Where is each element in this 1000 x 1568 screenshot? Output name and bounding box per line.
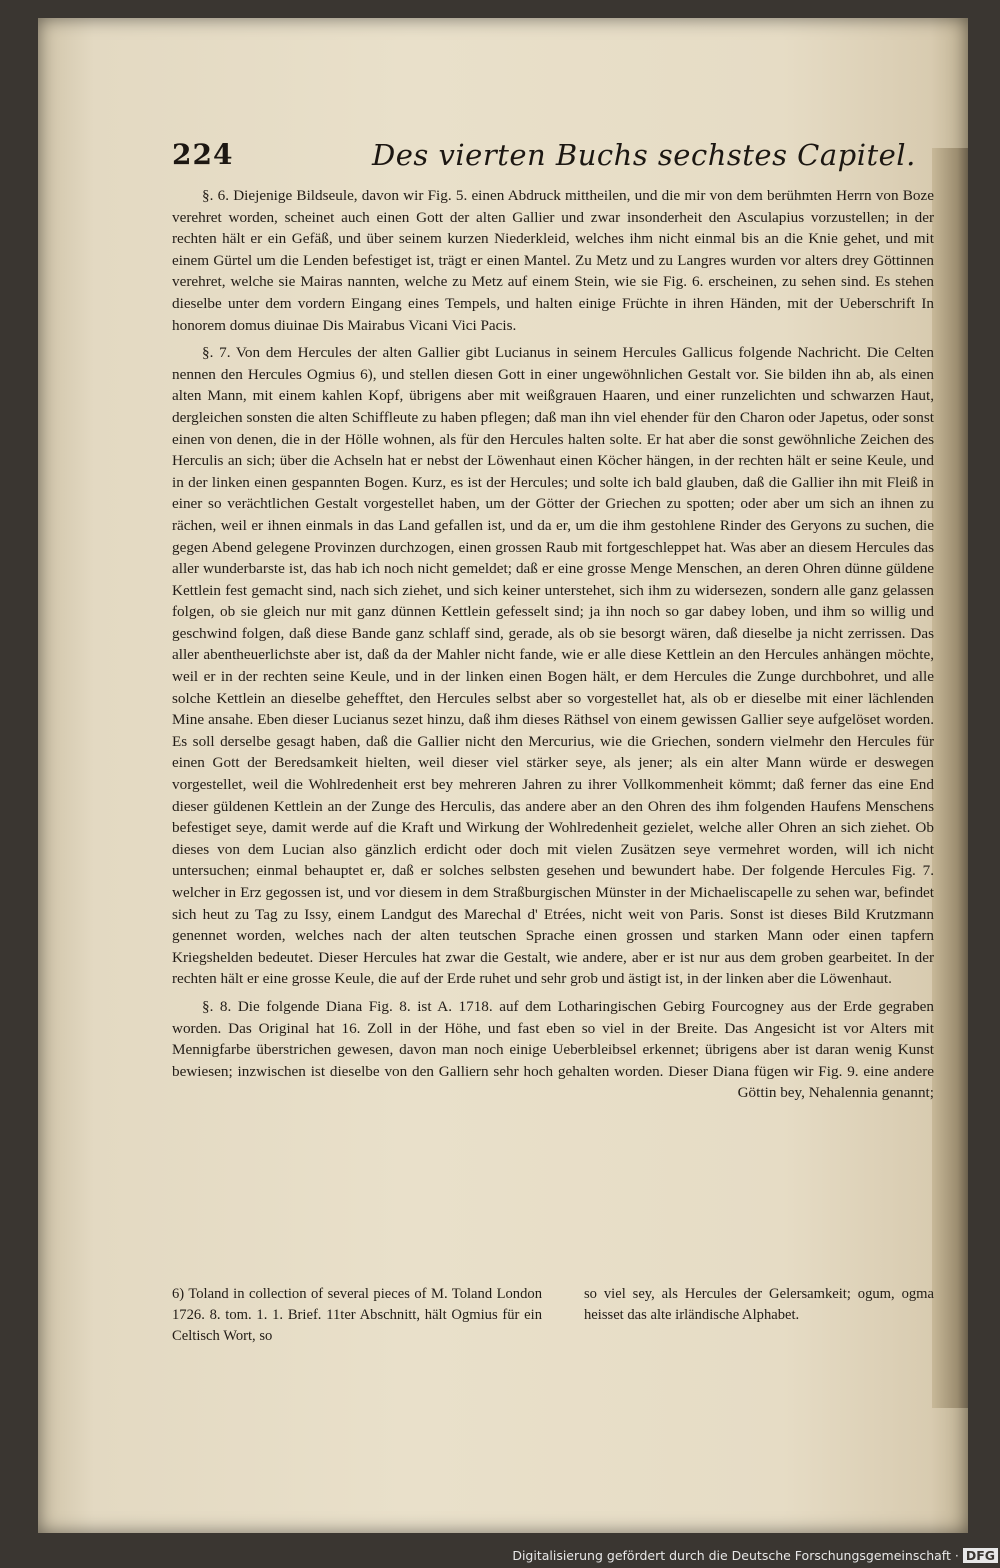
digitization-credit [480, 1548, 998, 1566]
paragraph-section-8: §. 8. Die folgende Diana Fig. 8. ist A. 1718. auf dem Lotharingischen Gebirg Fourcogney aus der Erde gegraben worden. Das Original hat 16. Zoll in der Höhe, und fast eben so viel in der Breite. Das Angesicht ist vor Alters mit Mennigfarbe überstrichen gewesen, davon man noch einige Ueberbleibsel erkennet; übrigens aber ist daran wenig Kunst bewiesen; inzwischen ist dieselbe von den Galliern sehr hoch gehalten worden. Dieser Diana fügen wir Fig. 9. eine andere Göttin bey, Nehalennia genannt; [172, 997, 934, 1102]
paragraph-section-6: §. 6. Diejenige Bildseule, davon wir Fig. 5. einen Abdruck mittheilen, und die mir von dem berühmten Herrn von Boze verehret worden, scheinet auch einen Gott der alten Gallier und zwar insonderheit den Asculapius vorzustellen; in der rechten hält er ein Gefäß, und über seinem kurzen Niederkleid, welches ihm nicht einmal bis an die Knie gehet, und mit einem Gürtel um die Lenden befestiget ist, trägt er einen Mantel. Zu Metz und zu Langres wurden vor alters drey Göttinnen verehret, welche sie Mairas nannten, welche zu Metz auf einem Stein, wie sie Fig. 6. erscheinen, zu sehen sind. Es stehen dieselbe unter dem vordern Eingang eines Tempels, und halten einige Früchte in ihren Händen, mit der Ueberschrift In honorem domus diuinae Dis Mairabus Vicani Vici Pacis. [172, 187, 934, 334]
main-text [172, 185, 934, 1255]
footnotes [172, 1284, 934, 1354]
paragraph-section-7: §. 7. Von dem Hercules der alten Gallier gibt Lucianus in seinem Hercules Gallicus folgende Nachricht. Die Celten nennen den Hercules Ogmius 6), und stellen diesen Gott in einer ungewöhnlichen Gestalt vor. Sie bilden ihn ab, als einen alten Mann, mit einem kahlen Kopf, übrigens aber mit weißgrauen Haaren, und einer runzelichten und schwarzen Haut, dergleichen sonsten die alten Schiffleute zu haben pflegen; daß man ihn viel ehender für den Charon oder Japetus, oder sonst einen von denen, die in der Hölle wohnen, als für den Hercules halten solte. Er hat aber die sonst gewöhnliche Zeichen des Herculis an sich; über die Achseln hat er nebst der Löwenhaut einen Köcher hängen, in der rechten hält er seine Keule, und in der linken einen gespannten Bogen. Kurz, es ist der Hercules; und solte ich bald glauben, daß die Gallier ihn mit Fleiß in einer so verächtlichen Gestalt vorgestellet haben, um der Götter der Griechen zu spotten; oder aber um sich an ihnen zu rächen, weil er ihnen einmals in das Land gefallen ist, und da er, um die ihm gestohlene Rinder des Geryons zu suchen, die gegen Abend gelegene Provinzen durchzogen, einen grossen Raub mit fortgeschleppet hat. Was aber an diesem Hercules das aller wunderbarste ist, das hab ich noch nicht gemeldet; daß er eine grosse Menge Menschen, an deren Ohren dünne güldene Kettlein fest gemacht sind, nach sich ziehet, und sich keiner unterstehet, sich ihm zu widersezen, sondern alle ganz gelassen folgen, ob sie gleich nur mit ganz dünnen Kettlein gefesselt sind; ja ihn noch so gar dabey loben, und ihm so willig und geschwind folgen, daß diese Bande ganz schlaff sind, gerade, als ob sie besorgt wären, daß dieselbe ja nicht zerrissen. Das aller abentheuerlichste aber ist, daß da der Mahler nicht fande, wie er alle diese Kettlein an den Hercules anhängen möchte, weil er in der rechten seine Keule, und in der linken einen Bogen hält, er dem Hercules die Zunge durchbohret, und alle solche Kettlein an dieselbe gehefftet, den Hercules selbst aber so vorgestellet hat, als ob er dieselbe mit einer lächlenden Mine ansahe. Eben dieser Lucianus sezet hinzu, daß ihm dieses Räthsel von einem gewissen Gallier seye aufgelöset worden. Es soll derselbe gesagt haben, daß die Gallier nicht den Mercurius, wie die Griechen, sondern vielmehr den Hercules für einen Gott der Beredsamkeit hielten, weil dieser viel stärker seye, als jener; als ein alter Mann würde er deswegen vorgestellet, weil die Wohlredenheit erst bey mehreren Jahren zu ihrer Vollkommenheit kömmt; daß ferner das eine End dieser güldenen Kettlein an der Zunge des Herculis, das andere aber an den Ohren des ihm folgenden Haufens Menschens befestiget seye, damit werde auf die Kraft und Wirkung der Wohlredenheit gezielet, welche aller Ohren an sich ziehet. Ob dieses von dem Lucian also gänzlich erdicht oder doch mit vielen Zusätzen seye vermehret worden, will ich nicht untersuchen; einmal behauptet er, daß er solches selbsten gesehen und bewundert habe. Der folgende Hercules Fig. 7. welcher in Erz gegossen ist, und vor diesem in dem Straßburgischen Münster in der Michaeliscapelle zu sehen war, befindet sich heut zu Tag zu Issy, einem Landgut des Marechal d' Etrées, nicht weit von Paris. Sonst ist dieses Bild Krutzmann genennet worden, welches nach der alten teutschen Sprache einen grossen und starken Mann oder einen tapfern Kriegshelden bedeutet. Dieser Hercules hat zwar die Gestalt, wie andere, aber er ist nur aus dem groben gearbeitet. In der rechten hält er eine grosse Keule, die auf der Erde ruhet und sehr grob und ästigt ist, in der linken aber die Löwenhaut. [172, 344, 934, 988]
dfg-logo: DFG [963, 1548, 998, 1563]
running-title: Des vierten Buchs sechstes Capitel. [372, 138, 916, 172]
credit-text: Digitalisierung gefördert durch die Deutsche Forschungsgemeinschaft · [512, 1548, 959, 1563]
page-header [172, 138, 932, 182]
page-number: 224 [172, 138, 234, 171]
footnote-left-column: 6) Toland in collection of several pieces of M. Toland London 1726. 8. tom. 1. 1. Brief. 11ter Abschnitt, hält Ogmius für ein Celtisch Wort, so [172, 1286, 542, 1344]
footnote-separator [172, 1274, 372, 1275]
page-edge [932, 148, 968, 1408]
footnote-right-column: so viel sey, als Hercules der Gelersamkeit; ogum, ogma heisset das alte irländische Alphabet. [584, 1286, 934, 1323]
